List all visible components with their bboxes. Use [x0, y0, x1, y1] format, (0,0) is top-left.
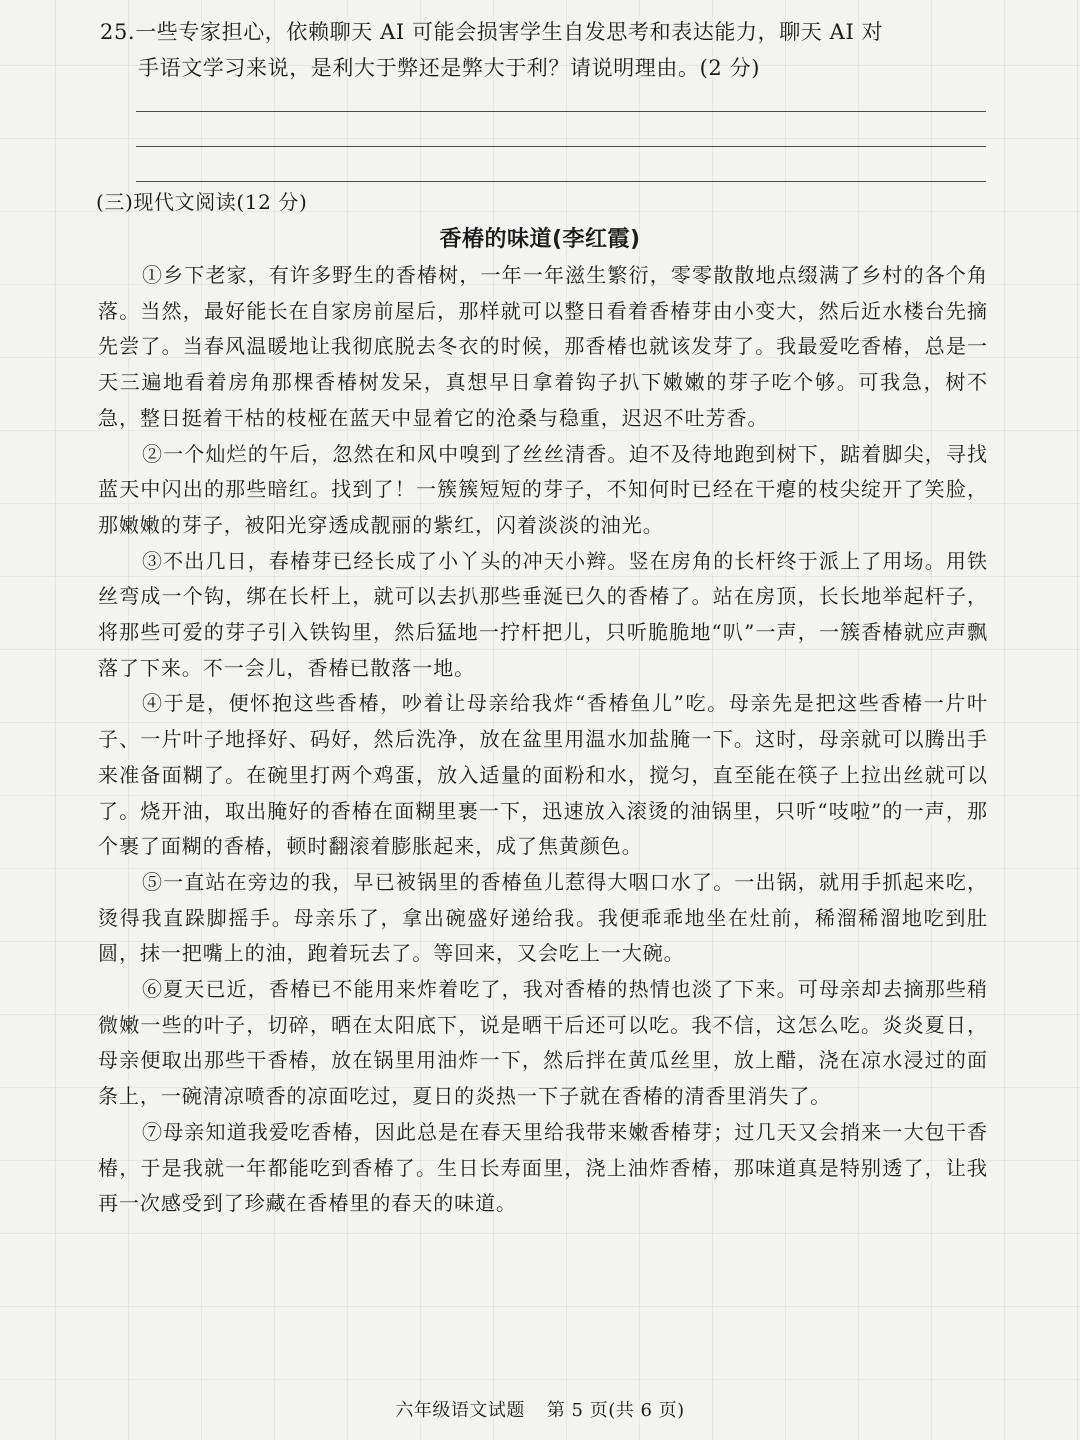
paragraph-3: ③不出几日，春椿芽已经长成了小丫头的冲天小辫。竖在房角的长杆终于派上了用场。用铁丝弯成一个钩，绑在长杆上，就可以去扒那些垂涎已久的香椿了。站在房顶，长长地举起杆子，将那些可爱的芽子引入铁钩里，然后猛地一拧杆把儿，只听脆脆地“叭”一声，一簇香椿就应声飘落了下来。不一会儿，香椿已散落一地。	[98, 548, 988, 680]
article-title: 香椿的味道(李红霞)	[439, 227, 641, 252]
answer-line-2[interactable]	[136, 146, 986, 147]
paragraph-4: ④于是，便怀抱这些香椿，吵着让母亲给我炸“香椿鱼儿”吃。母亲先是把这些香椿一片叶子、一片叶子地择好、码好，然后洗净，放在盆里用温水加盐腌一下。这时，母亲就可以腾出手来准备面糊了。在碗里打两个鸡蛋，放入适量的面粉和水，搅匀，直至能在筷子上拉出丝就可以了。烧开油，取出腌好的香椿在面糊里裹一下，迅速放入滚烫的油锅里，只听“吱啦”的一声，那个裹了面糊的香椿，顿时翻滚着膨胀起来，成了焦黄颜色。	[98, 691, 988, 859]
question-text-line1: 25.一些专家担心，依赖聊天 AI 可能会损害学生自发思考和表达能力，聊天 AI 对	[100, 20, 884, 44]
section-heading: (三)现代文阅读(12 分)	[96, 190, 308, 214]
paragraph-5: ⑤一直站在旁边的我，早已被锅里的香椿鱼儿惹得大咽口水了。一出锅，就用手抓起来吃，烫得我直跺脚摇手。母亲乐了，拿出碗盛好递给我。我便乖乖地坐在灶前，稀溜稀溜地吃到肚圆，抹一把嘴上的油，跑着玩去了。等回来，又会吃上一大碗。	[98, 869, 988, 966]
article-body	[98, 258, 988, 1222]
paragraph-6: ⑥夏天已近，香椿已不能用来炸着吃了，我对香椿的热情也淡了下来。可母亲却去摘那些稍微嫩一些的叶子，切碎，晒在太阳底下，说是晒干后还可以吃。我不信，这怎么吃。炎炎夏日，母亲便取出那些干香椿，放在锅里用油炸一下，然后拌在黄瓜丝里，放上醋，浇在凉水浸过的面条上，一碗清凉喷香的凉面吃过，夏日的炎热一下子就在香椿的清香里消失了。	[98, 977, 988, 1109]
answer-line-1[interactable]	[136, 111, 986, 112]
answer-line-3[interactable]	[136, 181, 986, 182]
footer-page-number: 第 5 页(共 6 页)	[546, 1400, 685, 1421]
question-25	[100, 14, 990, 86]
page-footer	[0, 1396, 1080, 1426]
paragraph-7: ⑦母亲知道我爱吃香椿，因此总是在春天里给我带来嫩香椿芽；过几天又会捎来一大包干香椿，于是我就一年都能吃到香椿了。生日长寿面里，浇上油炸香椿，那味道真是特别透了，让我再一次感受到了珍藏在香椿里的春天的味道。	[98, 1119, 988, 1216]
paragraph-2: ②一个灿烂的午后，忽然在和风中嗅到了丝丝清香。迫不及待地跑到树下，踮着脚尖，寻找蓝天中闪出的那些暗红。找到了！一簇簇短短的芽子，不知何时已经在干瘪的枝尖绽开了笑脸，那嫩嫩的芽子，被阳光穿透成靓丽的紫红，闪着淡淡的油光。	[98, 441, 988, 537]
footer-subject: 六年级语文试题	[395, 1400, 525, 1421]
question-text-line2: 手语文学习来说，是利大于弊还是弊大于利？请说明理由。(2 分)	[138, 56, 761, 80]
paragraph-1: ①乡下老家，有许多野生的香椿树，一年一年滋生繁衍，零零散散地点缀满了乡村的各个角落。当然，最好能长在自家房前屋后，那样就可以整日看着香椿芽由小变大，然后近水楼台先摘先尝了。当春风温暖地让我彻底脱去冬衣的时候，那香椿也就该发芽了。我最爱吃香椿，总是一天三遍地看着房角那棵香椿树发呆，真想早日拿着钩子扒下嫩嫩的芽子吃个够。可我急，树不急，整日挺着干枯的枝桠在蓝天中显着它的沧桑与稳重，迟迟不吐芳香。	[98, 263, 988, 430]
